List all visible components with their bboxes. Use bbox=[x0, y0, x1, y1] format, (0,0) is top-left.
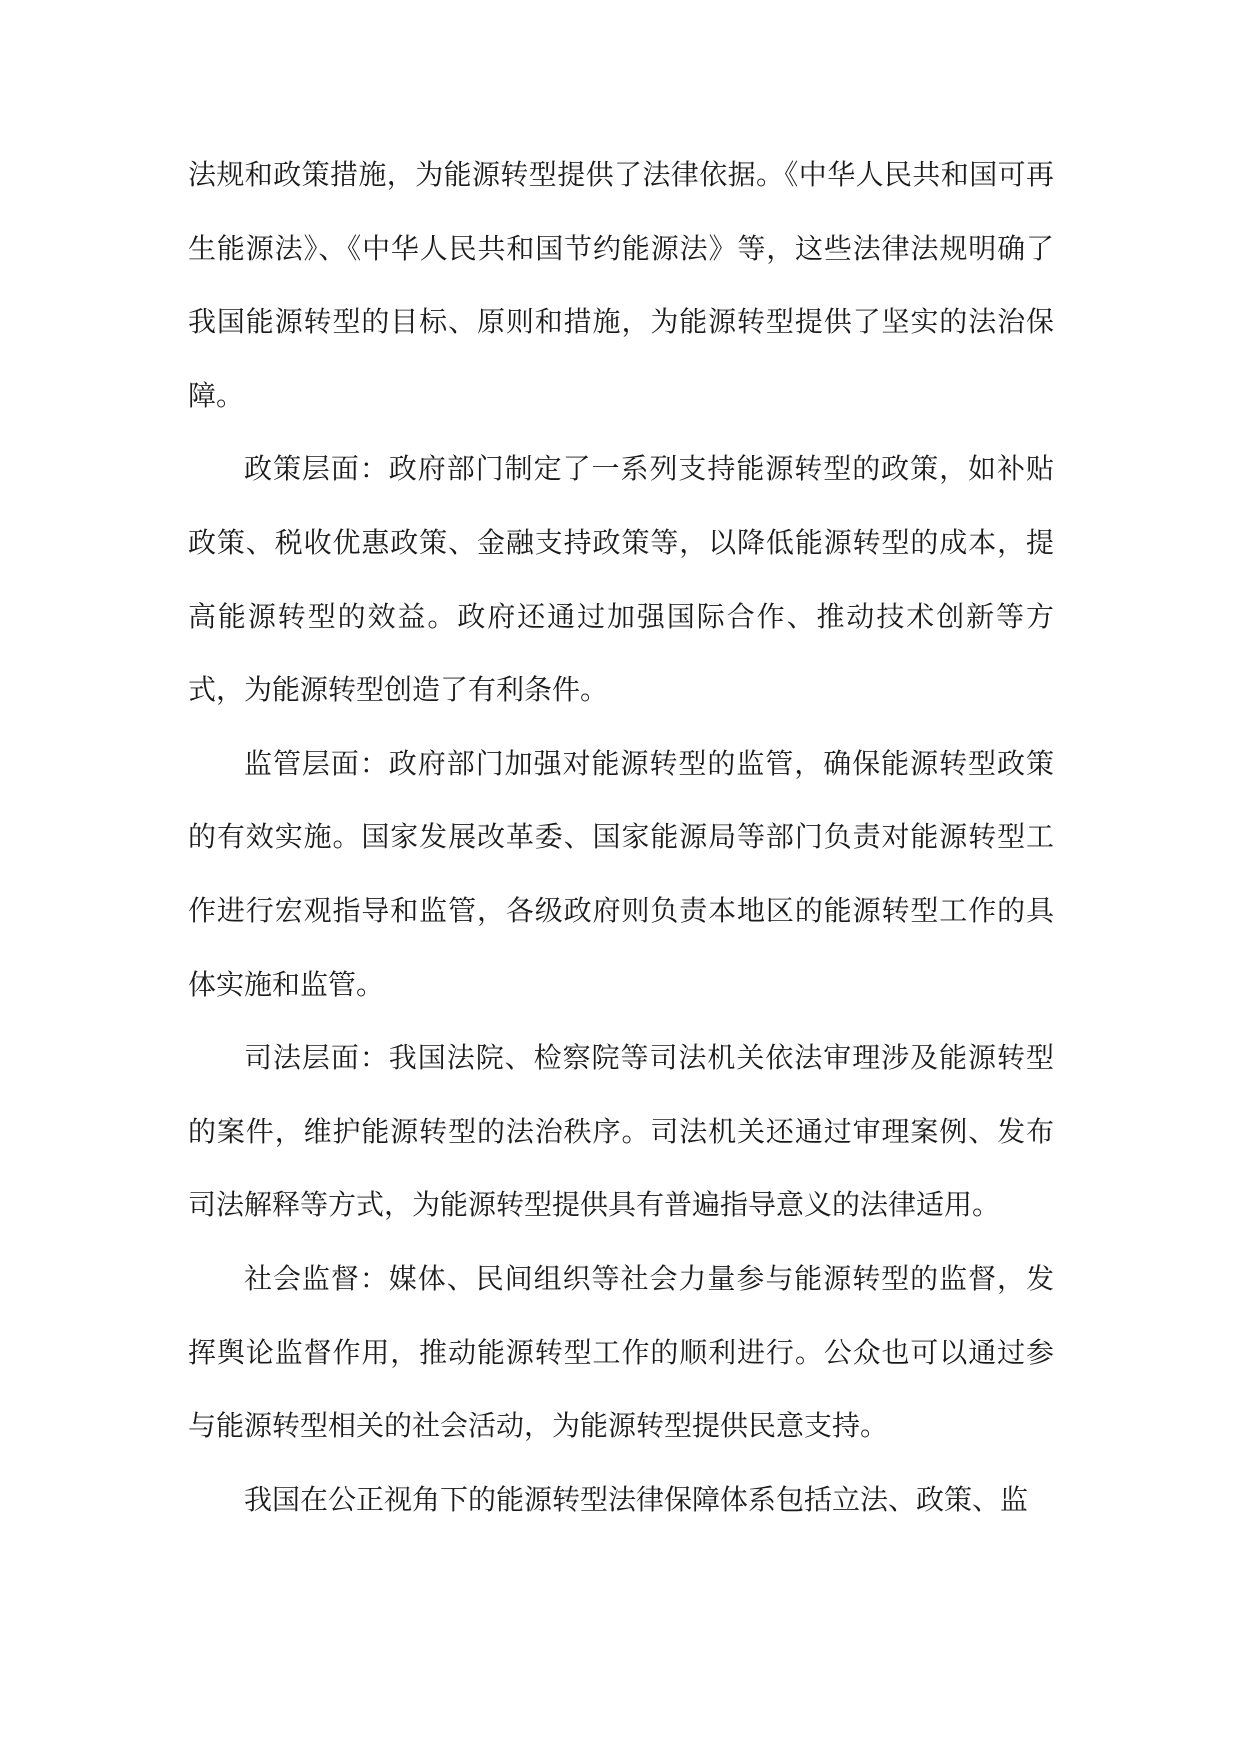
paragraph-legislation-continued: 法规和政策措施，为能源转型提供了法律依据。《中华人民共和国可再生能源法》、《中华人民共和国节约能源法》等，这些法律法规明确了我国能源转型的目标、原则和措施，为能源转型提供了坚实的法治保障。 bbox=[188, 158, 1054, 412]
paragraph-supervision: 监管层面：政府部门加强对能源转型的监管，确保能源转型政策的有效实施。国家发展改革委、国家能源局等部门负责对能源转型工作进行宏观指导和监管，各级政府则负责本地区的能源转型工作的具体实施和监管。 bbox=[188, 746, 1054, 1001]
paragraph-policy: 政策层面：政府部门制定了一系列支持能源转型的政策，如补贴政策、税收优惠政策、金融支持政策等，以降低能源转型的成本，提高能源转型的效益。政府还通过加强国际合作、推动技术创新等方式，为能源转型创造了有利条件。 bbox=[188, 452, 1054, 707]
paragraph-summary: 我国在公正视角下的能源转型法律保障体系包括立法、政策、监 bbox=[244, 1482, 1029, 1516]
document-body bbox=[188, 138, 1054, 1536]
paragraph-judicial: 司法层面：我国法院、检察院等司法机关依法审理涉及能源转型的案件，维护能源转型的法治秩序。司法机关还通过审理案例、发布司法解释等方式，为能源转型提供具有普遍指导意义的法律适用。 bbox=[188, 1041, 1054, 1222]
paragraph-social-supervision: 社会监督：媒体、民间组织等社会力量参与能源转型的监督，发挥舆论监督作用，推动能源转型工作的顺利进行。公众也可以通过参与能源转型相关的社会活动，为能源转型提供民意支持。 bbox=[188, 1261, 1054, 1443]
